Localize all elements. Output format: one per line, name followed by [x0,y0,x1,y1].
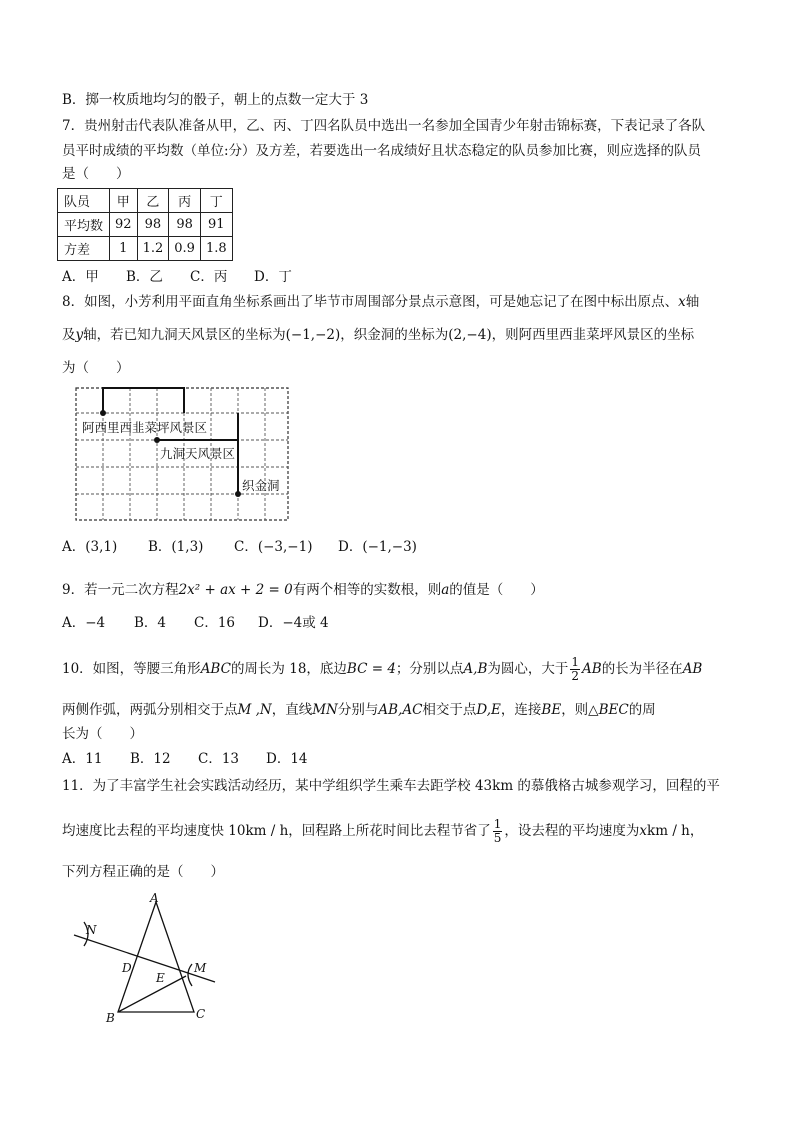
q6-option-b: B．掷一枚质地均匀的骰子，朝上的点数一定大于 3 [62,92,369,108]
q10-line-1 [62,656,702,683]
q8-option-d[interactable]: D．(−1,−3) [338,539,417,555]
q8-line-1 [62,292,699,312]
q8-text: 轴，若已知九洞天风景区的坐标为 [83,327,286,343]
q7-option-c[interactable]: C．丙 [190,269,228,285]
q8-x-var: x [678,294,686,310]
q8-text: ，织金洞的坐标为 [340,327,449,343]
fraction-numerator: 1 [571,655,580,669]
q10-math: BEC [598,702,629,718]
q8-options [62,537,417,557]
table-row [58,213,233,237]
q8-text: ，则阿西里西韭菜坪风景区的坐标 [491,327,695,343]
q8-text: 8．如图，小芳利用平面直角坐标系画出了毕节市周围部分景点示意图，可是她忘记了在图中标出原点、 [62,294,679,310]
q8-line-2 [62,325,694,345]
map-label-jiudongtian: 九洞天风景区 [160,446,236,461]
table-cell: 91 [200,213,232,237]
q10-math: MN [312,702,338,718]
q10-text: 10．如图，等腰三角形 [62,661,201,677]
map-label-zhijindong: 织金洞 [242,478,280,493]
q10-text: 的周 [628,702,656,718]
q9-option-a[interactable]: A．−4 [62,615,106,631]
q10-math: BE [541,702,562,718]
q10-triangle-figure [70,890,230,1030]
table-row-label: 平均数 [58,213,110,237]
q9-options [62,613,329,633]
q8-text: 轴 [685,294,700,310]
q8-text: 及 [62,327,76,343]
q7-score-table [57,188,233,261]
q10-math: BC = 4 [346,661,396,677]
q10-math: AB [682,661,703,677]
q7-option-d[interactable]: D．丁 [254,269,292,285]
table-header-cell: 甲 [110,189,138,213]
q8-y-var: y [75,327,84,343]
map-point-zhijindong [235,491,241,497]
label-d: D [122,961,132,975]
q9-text: 有两个相等的实数根，则 [292,582,442,598]
q10-text: 相交于点 [422,702,477,718]
label-a: A [150,891,159,905]
table-cell: 98 [169,213,201,237]
map-point-jiudongtian [154,437,160,443]
q11-text: km / h， [647,823,704,839]
map-point-axili [100,410,106,416]
q10-text: ，则△ [561,702,599,718]
q8-coord-zhijindong: (2,−4) [448,327,492,343]
q10-text: 两侧作弧，两弧分别相交于点 [62,702,238,718]
q11-var: x [639,823,648,839]
q11-line-1: 11．为了丰富学生社会实践活动经历，某中学组织学生乘车去距学校 43km 的慕俄格古城参观学习，回程的平 [62,778,720,794]
q11-line-2 [62,818,703,845]
fraction-numerator: 1 [493,817,502,831]
q10-text: ；分别以点 [395,661,464,677]
q10-options [62,749,308,769]
q9-text: 的值是（ ） [449,582,544,598]
table-cell: 0.9 [169,237,201,261]
q8-line-3: 为（ ） [62,360,130,376]
q9-text: 9．若一元二次方程 [62,582,179,598]
q10-text: 的长为半径在 [601,661,683,677]
table-header-cell: 丙 [169,189,201,213]
q8-option-b[interactable]: B．(1,3) [148,539,204,555]
label-e: E [156,971,165,985]
q10-math: M ,N [237,702,272,718]
q10-math: A,B [463,661,488,677]
label-m: M [194,961,207,975]
q9-option-d[interactable]: D．−4或 4 [258,615,329,631]
q10-text: 分别与 [337,702,379,718]
q8-option-a[interactable]: A．(3,1) [62,539,118,555]
table-cell: 1 [110,237,138,261]
table-header-cell: 乙 [137,189,169,213]
q10-option-d[interactable]: D．14 [266,751,308,767]
q10-line-3: 长为（ ） [62,726,143,742]
q10-text: ，直线 [271,702,313,718]
table-row [58,237,233,261]
q10-text: 的周长为 18，底边 [230,661,347,677]
q7-option-a[interactable]: A．甲 [62,269,99,285]
table-header-cell: 丁 [200,189,232,213]
table-cell: 1.8 [200,237,232,261]
label-c: C [196,1007,206,1021]
map-label-axili: 阿西里西韭菜坪风景区 [82,420,208,435]
q7-line-2: 员平时成绩的平均数（单位:分）及方差，若要选出一名成绩好且状态稳定的队员参加比赛，则应选择的队员 [62,143,702,159]
q7-options [62,267,292,287]
q8-map-figure [74,386,290,522]
q10-math: AB [582,661,602,677]
q10-option-c[interactable]: C．13 [198,751,240,767]
q8-coord-jiudongtian: (−1,−2) [285,327,341,343]
q9-option-b[interactable]: B．4 [134,615,167,631]
q10-math: D,E [476,702,501,718]
q9-question [62,580,544,600]
table-cell: 92 [110,213,138,237]
fraction-denominator: 5 [493,831,502,845]
label-b: B [106,1011,115,1025]
q10-text: 为圆心，大于 [487,661,569,677]
arc-m [188,964,192,986]
table-header-cell: 队员 [58,189,110,213]
q11-text: 均速度比去程的平均速度快 10km / h，回程路上所花时间比去程节省了 [62,823,491,839]
q7-line-3: 是（ ） [62,166,130,182]
table-cell: 1.2 [137,237,169,261]
q10-option-b[interactable]: B．12 [130,751,171,767]
q9-option-c[interactable]: C．16 [194,615,236,631]
triangle-abc [118,902,194,1012]
q10-math: AB,AC [378,702,423,718]
q11-line-3: 下列方程正确的是（ ） [62,864,224,880]
label-n: N [86,923,97,937]
table-row [58,189,233,213]
table-row-label: 方差 [58,237,110,261]
q10-text: ，连接 [500,702,542,718]
q7-line-1: 7．贵州射击代表队准备从甲，乙、丙、丁四名队员中选出一名参加全国青少年射击锦标赛，下表记录了各队 [62,118,706,134]
q10-line-2 [62,700,656,720]
fraction-denominator: 2 [571,669,580,683]
table-cell: 98 [137,213,169,237]
q9-var: a [441,582,450,598]
q11-fraction [493,818,503,845]
q10-fraction [570,656,580,683]
q10-math: ABC [200,661,231,677]
q9-equation: 2x² + ax + 2 = 0 [178,582,293,598]
q11-text: ，设去程的平均速度为 [504,823,640,839]
map-route [103,388,238,494]
q8-option-c[interactable]: C．(−3,−1) [234,539,313,555]
q10-option-a[interactable]: A．11 [62,751,103,767]
q7-option-b[interactable]: B．乙 [126,269,163,285]
